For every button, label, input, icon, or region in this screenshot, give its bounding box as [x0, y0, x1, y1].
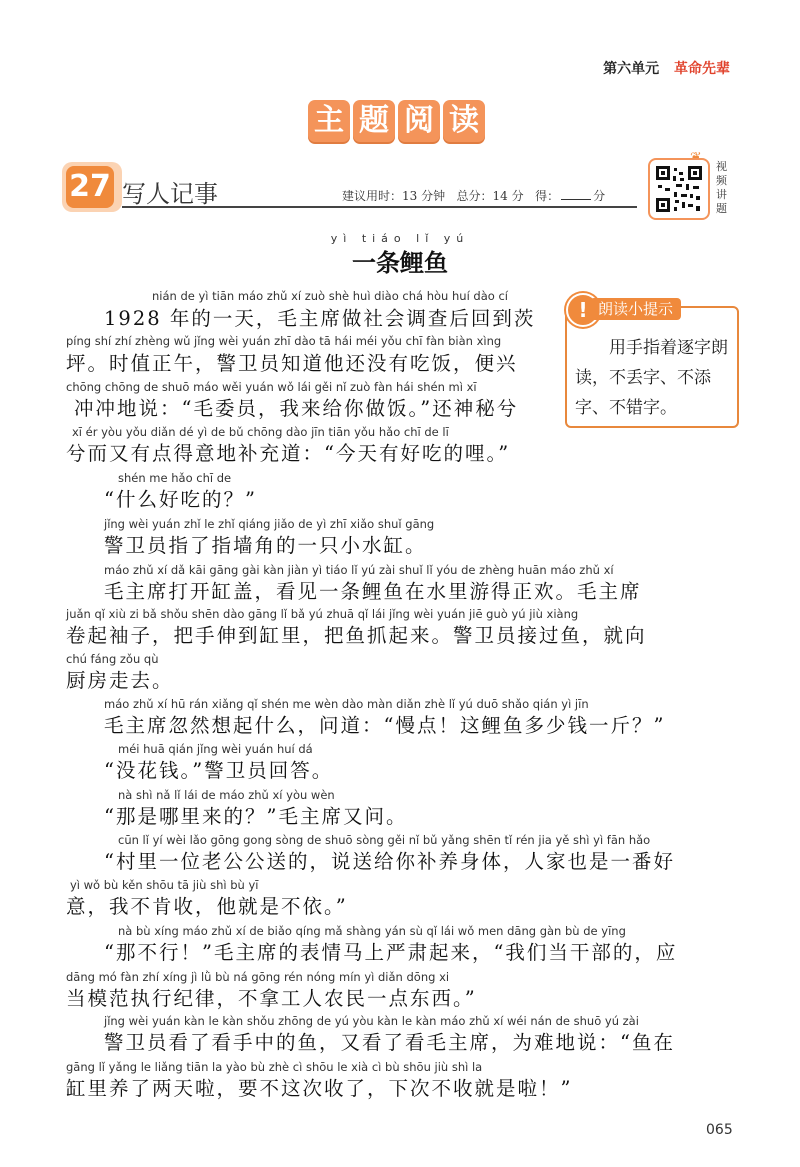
- unit-number: 第六单元: [603, 61, 660, 77]
- lesson-bar: [62, 162, 637, 214]
- title-pinyin: yì tiáo lǐ yú: [330, 232, 470, 245]
- pinyin-line: yì wǒ bù kěn shōu tā jiù shì bù yī: [70, 878, 259, 892]
- lesson-type: 写人记事: [122, 180, 218, 208]
- unit-header: [603, 58, 730, 78]
- qr-label: 视频讲题: [716, 160, 727, 215]
- text-line: 警卫员指了指墙角的一只小水缸。: [104, 534, 427, 557]
- pinyin-line: máo zhǔ xí dǎ kāi gāng gài kàn jiàn yì tiáo lǐ yú zài shuǐ lǐ yóu de zhèng huān máo zhǔ xí: [104, 563, 614, 577]
- qr-code-icon: [656, 166, 702, 212]
- text-line: “那不行！”毛主席的表情马上严肃起来，“我们当干部的，应: [104, 941, 678, 964]
- pinyin-line: gāng lǐ yǎng le liǎng tiān la yào bù zhè cì shōu le xià cì bù shōu jiù shì la: [66, 1060, 483, 1074]
- text-line: “村里一位老公公送的，说送给你补养身体，人家也是一番好: [104, 850, 675, 873]
- text-line: 意，我不肯收，他就是不依。”: [66, 895, 348, 918]
- text-line: 缸里养了两天啦，要不这次收了，下次不收就是啦！”: [66, 1077, 573, 1100]
- lesson-number: 27: [66, 166, 114, 208]
- banner-char: 阅: [398, 100, 440, 142]
- text-line: 当模范执行纪律，不拿工人农民一点东西。”: [66, 987, 477, 1010]
- text-line: 兮而又有点得意地补充道：“今天有好吃的哩。”: [66, 442, 511, 465]
- text-line: “没花钱。”警卫员回答。: [104, 759, 334, 782]
- divider: [122, 206, 637, 208]
- pinyin-line: dāng mó fàn zhí xíng jì lǜ bù ná gōng rén nóng mín yì diǎn dōng xi: [66, 970, 450, 984]
- score-unit: 分: [593, 189, 606, 203]
- pinyin-line: jǐng wèi yuán kàn le kàn shǒu zhōng de yú yòu kàn le kàn máo zhǔ xí wéi nán de shuō yú zài: [104, 1014, 639, 1028]
- banner-char: 题: [353, 100, 395, 142]
- banner-char: 主: [308, 100, 350, 142]
- tip-label: 朗读小提示: [590, 298, 681, 320]
- theme-reading-banner: [308, 100, 485, 142]
- page-number: 065: [706, 1122, 733, 1138]
- text-line: 卷起袖子，把手伸到缸里，把鱼抓起来。警卫员接过鱼，就向: [66, 624, 647, 647]
- qr-code[interactable]: [648, 158, 710, 220]
- pinyin-line: nián de yì tiān máo zhǔ xí zuò shè huì diào chá hòu huí dào cí: [152, 289, 508, 303]
- pinyin-line: máo zhǔ xí hū rán xiǎng qǐ shén me wèn dào màn diǎn zhè lǐ yú duō shǎo qián yì jīn: [104, 697, 589, 711]
- text-line: 1928 年的一天，毛主席做社会调查后回到茨: [104, 307, 536, 330]
- total-score: 总分：14 分: [456, 189, 524, 203]
- banner-char: 读: [443, 100, 485, 142]
- text-line: 冲冲地说：“毛委员，我来给你做饭。”还神秘兮: [74, 397, 519, 420]
- title-text: 一条鲤鱼: [352, 248, 448, 277]
- text-line: 坪。时值正午，警卫员知道他还没有吃饭，便兴: [66, 352, 518, 375]
- pinyin-line: nà bù xíng máo zhǔ xí de biǎo qíng mǎ shàng yán sù qǐ lái wǒ men dāng gàn bù de yīng: [118, 924, 626, 938]
- unit-name: 革命先辈: [674, 61, 730, 77]
- score-blank[interactable]: [561, 199, 591, 200]
- pinyin-line: chú fáng zǒu qù: [66, 652, 159, 666]
- text-line: 毛主席忽然想起什么，问道：“慢点！这鲤鱼多少钱一斤？”: [104, 714, 666, 737]
- article-title: [0, 232, 800, 278]
- text-line: 警卫员看了看手中的鱼，又看了看毛主席，为难地说：“鱼在: [104, 1031, 675, 1054]
- exclamation-icon: !: [566, 293, 600, 327]
- pinyin-line: píng shí zhí zhèng wǔ jǐng wèi yuán zhī dào tā hái méi yǒu chī fàn biàn xìng: [66, 334, 502, 348]
- pinyin-line: nà shì nǎ lǐ lái de máo zhǔ xí yòu wèn: [118, 788, 335, 802]
- pinyin-line: juǎn qǐ xiù zi bǎ shǒu shēn dào gāng lǐ bǎ yú zhuā qǐ lái jǐng wèi yuán jiē guò yú jiù xiàng: [66, 607, 579, 621]
- pinyin-line: chōng chōng de shuō máo wěi yuán wǒ lái gěi nǐ zuò fàn hái shén mì xī: [66, 380, 477, 394]
- pinyin-line: cūn lǐ yí wèi lǎo gōng gong sòng de shuō sòng gěi nǐ bǔ yǎng shēn tǐ rén jia yě shì yì fān hǎo: [118, 833, 651, 847]
- pinyin-line: jǐng wèi yuán zhǐ le zhǐ qiáng jiǎo de yì zhī xiǎo shuǐ gāng: [104, 517, 435, 531]
- text-line: 厨房走去。: [66, 669, 174, 692]
- text-line: 毛主席打开缸盖，看见一条鲤鱼在水里游得正欢。毛主席: [104, 580, 642, 603]
- tip-text: 用手指着逐字朗读，不丢字、不添字、不错字。: [575, 338, 728, 418]
- suggested-time: 建议用时：13 分钟: [342, 189, 446, 203]
- pinyin-line: shén me hǎo chī de: [118, 471, 232, 485]
- score-label: 得：: [535, 189, 560, 203]
- pinyin-line: méi huā qián jǐng wèi yuán huí dá: [118, 742, 313, 756]
- text-line: “什么好吃的？”: [104, 488, 257, 511]
- text-line: “那是哪里来的？”毛主席又问。: [104, 805, 408, 828]
- lesson-meta: [342, 187, 605, 204]
- pinyin-line: xī ér yòu yǒu diǎn dé yì de bǔ chōng dào jīn tiān yǒu hǎo chī de lī: [72, 425, 449, 439]
